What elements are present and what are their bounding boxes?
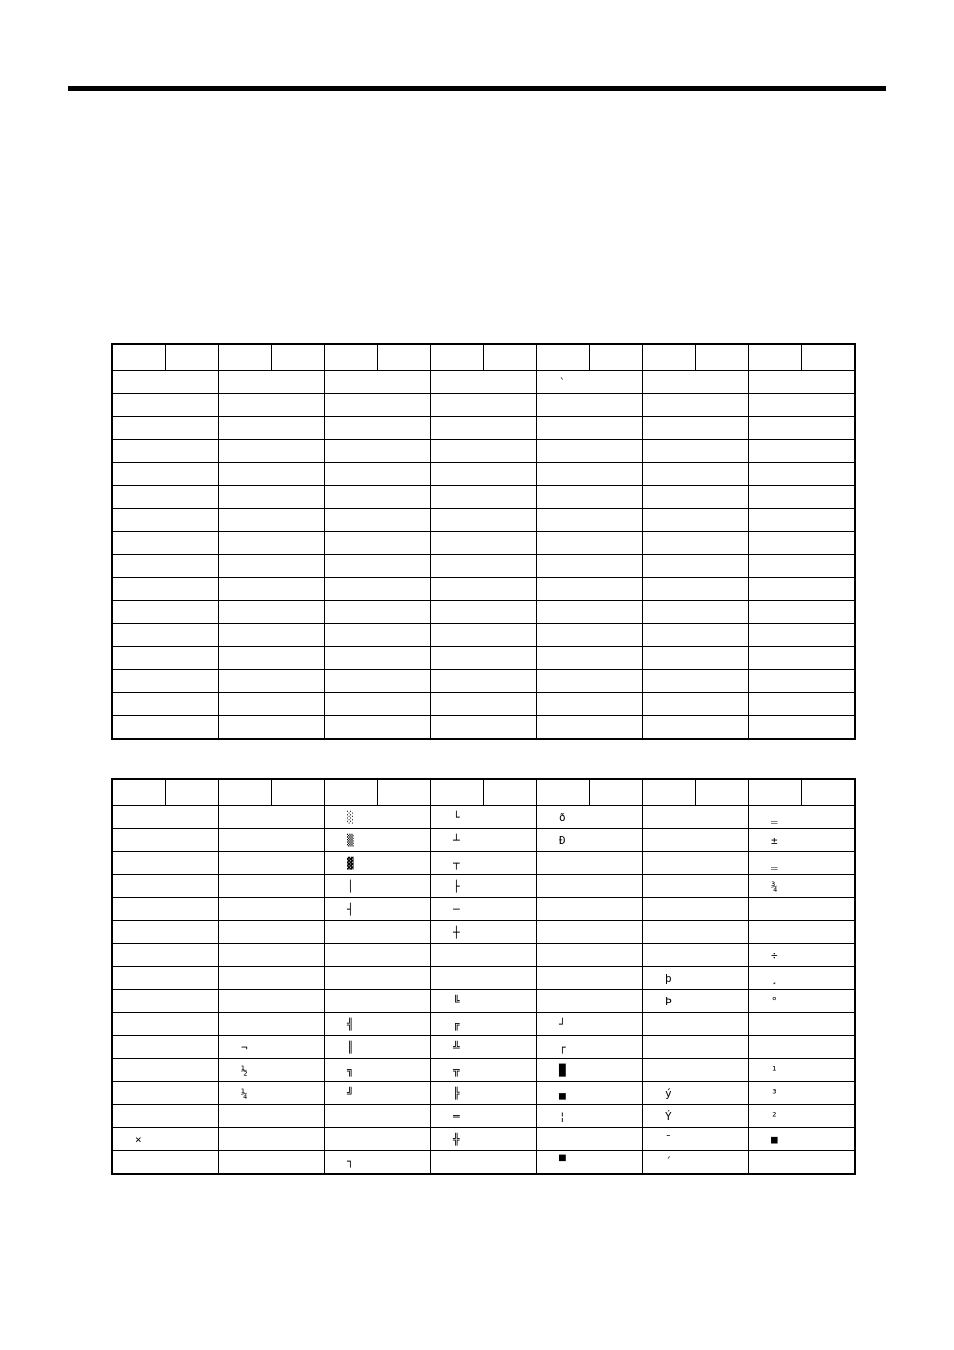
glyph-cell	[643, 852, 749, 875]
glyph-cell: ╩	[431, 1036, 537, 1059]
glyph-cell: Ý	[643, 1105, 749, 1128]
glyph-cell	[219, 532, 325, 555]
glyph-cell	[749, 921, 856, 944]
glyph-cell	[112, 463, 219, 486]
glyph-cell	[643, 1059, 749, 1082]
glyph-cell	[112, 509, 219, 532]
glyph-cell	[219, 1013, 325, 1036]
glyph-cell: ┴	[431, 829, 537, 852]
glyph-cell	[325, 1105, 431, 1128]
glyph-cell	[431, 417, 537, 440]
glyph-cell	[643, 1013, 749, 1036]
glyph-cell	[537, 509, 643, 532]
glyph-cell: ‗	[749, 806, 856, 829]
glyph-cell	[112, 1059, 219, 1082]
glyph-cell	[749, 624, 856, 647]
glyph-cell	[643, 829, 749, 852]
glyph-cell	[643, 371, 749, 394]
table-row	[112, 1036, 855, 1059]
table-row	[112, 967, 855, 990]
glyph-cell: ▀	[537, 1151, 643, 1174]
glyph-cell	[112, 555, 219, 578]
glyph-cell	[431, 601, 537, 624]
glyph-cell	[537, 394, 643, 417]
glyph-cell	[112, 647, 219, 670]
glyph-cell	[112, 486, 219, 509]
glyph-cell	[325, 463, 431, 486]
table-row	[112, 578, 855, 601]
glyph-cell	[219, 829, 325, 852]
glyph-cell	[112, 440, 219, 463]
table-row	[112, 1059, 855, 1082]
glyph-cell	[749, 394, 856, 417]
glyph-cell	[219, 693, 325, 716]
glyph-cell	[643, 463, 749, 486]
glyph-cell	[431, 670, 537, 693]
glyph-cell	[219, 371, 325, 394]
glyph-cell	[219, 417, 325, 440]
glyph-cell	[112, 898, 219, 921]
glyph-cell	[431, 693, 537, 716]
glyph-cell	[112, 417, 219, 440]
glyph-cell	[325, 532, 431, 555]
glyph-cell	[112, 852, 219, 875]
glyph-cell	[325, 990, 431, 1013]
table-row	[112, 532, 855, 555]
glyph-cell	[325, 555, 431, 578]
glyph-cell	[537, 463, 643, 486]
glyph-cell	[431, 463, 537, 486]
glyph-cell	[749, 440, 856, 463]
table-row	[112, 716, 855, 739]
glyph-cell	[219, 1105, 325, 1128]
table-row	[112, 1082, 855, 1105]
glyph-cell: °	[749, 990, 856, 1013]
glyph-cell: └	[431, 806, 537, 829]
glyph-cell	[643, 486, 749, 509]
glyph-cell	[112, 693, 219, 716]
glyph-cell: ┬	[431, 852, 537, 875]
glyph-cell: ¯	[643, 1128, 749, 1151]
glyph-cell	[112, 601, 219, 624]
table-row	[112, 440, 855, 463]
glyph-cell	[219, 990, 325, 1013]
glyph-cell: ╔	[431, 1013, 537, 1036]
glyph-cell	[643, 532, 749, 555]
glyph-cell	[537, 670, 643, 693]
glyph-cell	[112, 967, 219, 990]
glyph-cell	[431, 967, 537, 990]
top-rule	[68, 86, 886, 91]
glyph-cell	[643, 624, 749, 647]
table-row	[112, 898, 855, 921]
glyph-cell	[219, 875, 325, 898]
glyph-cell	[537, 852, 643, 875]
table-row	[112, 601, 855, 624]
glyph-cell: ╣	[325, 1013, 431, 1036]
glyph-cell	[325, 967, 431, 990]
glyph-cell: ¾	[749, 875, 856, 898]
glyph-cell	[219, 463, 325, 486]
glyph-cell	[112, 1013, 219, 1036]
glyph-cell	[431, 440, 537, 463]
glyph-cell	[431, 555, 537, 578]
glyph-cell	[537, 990, 643, 1013]
glyph-cell: ÷	[749, 944, 856, 967]
table-row	[112, 875, 855, 898]
glyph-cell	[112, 1105, 219, 1128]
glyph-cell	[537, 486, 643, 509]
glyph-cell: ┼	[431, 921, 537, 944]
glyph-cell: ²	[749, 1105, 856, 1128]
glyph-cell	[325, 371, 431, 394]
glyph-cell	[749, 898, 856, 921]
glyph-cell	[219, 921, 325, 944]
glyph-cell	[219, 394, 325, 417]
glyph-cell	[537, 921, 643, 944]
glyph-cell	[219, 647, 325, 670]
glyph-cell	[219, 1128, 325, 1151]
glyph-cell: ¬	[219, 1036, 325, 1059]
glyph-cell: ║	[325, 1036, 431, 1059]
glyph-cell	[537, 875, 643, 898]
glyph-cell	[325, 670, 431, 693]
glyph-cell: ░	[325, 806, 431, 829]
glyph-cell: ╬	[431, 1128, 537, 1151]
table-row	[112, 852, 855, 875]
table-header-row	[112, 779, 855, 806]
glyph-cell	[537, 440, 643, 463]
table-row	[112, 1128, 855, 1151]
glyph-cell	[112, 944, 219, 967]
glyph-cell: ■	[749, 1128, 856, 1151]
glyph-cell	[537, 578, 643, 601]
glyph-cell: ¦	[537, 1105, 643, 1128]
glyph-cell	[537, 555, 643, 578]
glyph-cell	[537, 967, 643, 990]
table-row	[112, 693, 855, 716]
glyph-cell	[431, 716, 537, 739]
glyph-cell: ┘	[537, 1013, 643, 1036]
glyph-cell: ┐	[325, 1151, 431, 1174]
glyph-cell: ¸	[749, 967, 856, 990]
glyph-cell	[219, 486, 325, 509]
glyph-cell: ├	[431, 875, 537, 898]
glyph-cell	[431, 394, 537, 417]
glyph-cell	[643, 647, 749, 670]
table-row	[112, 647, 855, 670]
glyph-cell	[112, 624, 219, 647]
glyph-cell	[643, 578, 749, 601]
glyph-cell	[749, 463, 856, 486]
glyph-cell: ‗	[749, 852, 856, 875]
glyph-cell	[749, 1036, 856, 1059]
glyph-cell: ý	[643, 1082, 749, 1105]
glyph-cell	[643, 693, 749, 716]
glyph-cell	[643, 806, 749, 829]
glyph-cell	[219, 509, 325, 532]
glyph-cell: ▒	[325, 829, 431, 852]
glyph-cell	[537, 693, 643, 716]
glyph-cell	[749, 670, 856, 693]
glyph-cell	[749, 578, 856, 601]
glyph-cell	[325, 921, 431, 944]
glyph-cell	[643, 875, 749, 898]
table-row	[112, 624, 855, 647]
glyph-cell: ¹	[749, 1059, 856, 1082]
glyph-cell	[537, 532, 643, 555]
glyph-cell	[219, 624, 325, 647]
glyph-cell: ╠	[431, 1082, 537, 1105]
glyph-cell	[749, 716, 856, 739]
glyph-cell	[643, 716, 749, 739]
glyph-cell	[431, 371, 537, 394]
glyph-cell	[643, 440, 749, 463]
table-header-row	[112, 344, 855, 371]
glyph-cell	[643, 944, 749, 967]
glyph-cell	[643, 555, 749, 578]
table-row	[112, 1151, 855, 1174]
glyph-cell	[112, 532, 219, 555]
glyph-cell	[112, 578, 219, 601]
glyph-cell: þ	[643, 967, 749, 990]
glyph-cell: █	[537, 1059, 643, 1082]
glyph-cell	[749, 647, 856, 670]
glyph-cell	[112, 1036, 219, 1059]
glyph-cell	[325, 1128, 431, 1151]
glyph-cell	[749, 601, 856, 624]
glyph-cell: ─	[431, 898, 537, 921]
table-row	[112, 1013, 855, 1036]
glyph-cell	[112, 394, 219, 417]
glyph-cell	[325, 440, 431, 463]
glyph-cell	[749, 509, 856, 532]
glyph-cell: ╦	[431, 1059, 537, 1082]
glyph-cell	[112, 1082, 219, 1105]
glyph-cell	[219, 670, 325, 693]
glyph-cell: ▄	[537, 1082, 643, 1105]
table-row	[112, 1105, 855, 1128]
glyph-cell: Þ	[643, 990, 749, 1013]
glyph-cell: `	[537, 371, 643, 394]
glyph-cell	[112, 875, 219, 898]
glyph-cell	[325, 716, 431, 739]
glyph-cell	[219, 967, 325, 990]
glyph-cell	[431, 578, 537, 601]
glyph-cell	[643, 670, 749, 693]
glyph-cell: ▓	[325, 852, 431, 875]
glyph-cell: ³	[749, 1082, 856, 1105]
table-row	[112, 509, 855, 532]
glyph-cell: ´	[643, 1151, 749, 1174]
glyph-cell	[643, 1036, 749, 1059]
table-row	[112, 463, 855, 486]
character-table-upper	[111, 343, 856, 740]
glyph-cell	[431, 624, 537, 647]
glyph-cell	[219, 601, 325, 624]
table-row	[112, 921, 855, 944]
glyph-cell	[219, 944, 325, 967]
glyph-cell	[112, 716, 219, 739]
glyph-cell	[325, 944, 431, 967]
glyph-cell	[537, 647, 643, 670]
glyph-cell	[431, 532, 537, 555]
glyph-cell	[537, 944, 643, 967]
glyph-cell	[325, 509, 431, 532]
glyph-cell: ×	[112, 1128, 219, 1151]
glyph-cell	[219, 806, 325, 829]
table-row	[112, 417, 855, 440]
character-table-lower	[111, 778, 856, 1175]
glyph-cell	[325, 601, 431, 624]
glyph-cell	[431, 647, 537, 670]
glyph-cell	[643, 394, 749, 417]
table-row	[112, 486, 855, 509]
glyph-cell	[112, 1151, 219, 1174]
glyph-cell	[219, 555, 325, 578]
glyph-cell	[112, 829, 219, 852]
table-row	[112, 555, 855, 578]
table-row	[112, 371, 855, 394]
glyph-cell	[749, 555, 856, 578]
glyph-cell	[749, 486, 856, 509]
glyph-cell	[219, 852, 325, 875]
glyph-cell: ╗	[325, 1059, 431, 1082]
glyph-cell: ┤	[325, 898, 431, 921]
glyph-cell	[219, 1151, 325, 1174]
glyph-cell	[643, 898, 749, 921]
glyph-cell	[325, 578, 431, 601]
table-row	[112, 394, 855, 417]
glyph-cell	[643, 921, 749, 944]
glyph-cell	[219, 898, 325, 921]
glyph-cell: ═	[431, 1105, 537, 1128]
glyph-cell	[112, 921, 219, 944]
glyph-cell	[325, 624, 431, 647]
table-row	[112, 806, 855, 829]
glyph-cell	[112, 670, 219, 693]
glyph-cell	[219, 578, 325, 601]
glyph-cell: Ð	[537, 829, 643, 852]
glyph-cell: ¼	[219, 1082, 325, 1105]
glyph-cell: ½	[219, 1059, 325, 1082]
table-row	[112, 829, 855, 852]
glyph-cell	[325, 647, 431, 670]
glyph-cell: │	[325, 875, 431, 898]
table-row	[112, 944, 855, 967]
glyph-cell	[431, 486, 537, 509]
glyph-cell	[643, 601, 749, 624]
glyph-cell: ┌	[537, 1036, 643, 1059]
glyph-cell: ╚	[431, 990, 537, 1013]
glyph-cell	[749, 693, 856, 716]
glyph-cell	[749, 1151, 856, 1174]
glyph-cell	[643, 417, 749, 440]
glyph-cell	[749, 371, 856, 394]
glyph-cell	[219, 716, 325, 739]
glyph-cell	[537, 417, 643, 440]
glyph-cell	[219, 440, 325, 463]
glyph-cell	[112, 371, 219, 394]
table-row	[112, 990, 855, 1013]
glyph-cell	[537, 601, 643, 624]
glyph-cell	[112, 990, 219, 1013]
glyph-cell	[749, 1013, 856, 1036]
glyph-cell: ╝	[325, 1082, 431, 1105]
glyph-cell	[431, 1151, 537, 1174]
glyph-cell	[325, 394, 431, 417]
glyph-cell	[325, 693, 431, 716]
table-row	[112, 670, 855, 693]
glyph-cell	[537, 898, 643, 921]
glyph-cell	[325, 417, 431, 440]
glyph-cell	[643, 509, 749, 532]
glyph-cell	[112, 806, 219, 829]
glyph-cell	[431, 944, 537, 967]
glyph-cell	[537, 624, 643, 647]
glyph-cell	[749, 532, 856, 555]
glyph-cell: ð	[537, 806, 643, 829]
glyph-cell	[537, 716, 643, 739]
glyph-cell	[431, 509, 537, 532]
glyph-cell: ±	[749, 829, 856, 852]
glyph-cell	[325, 486, 431, 509]
glyph-cell	[537, 1128, 643, 1151]
glyph-cell	[749, 417, 856, 440]
